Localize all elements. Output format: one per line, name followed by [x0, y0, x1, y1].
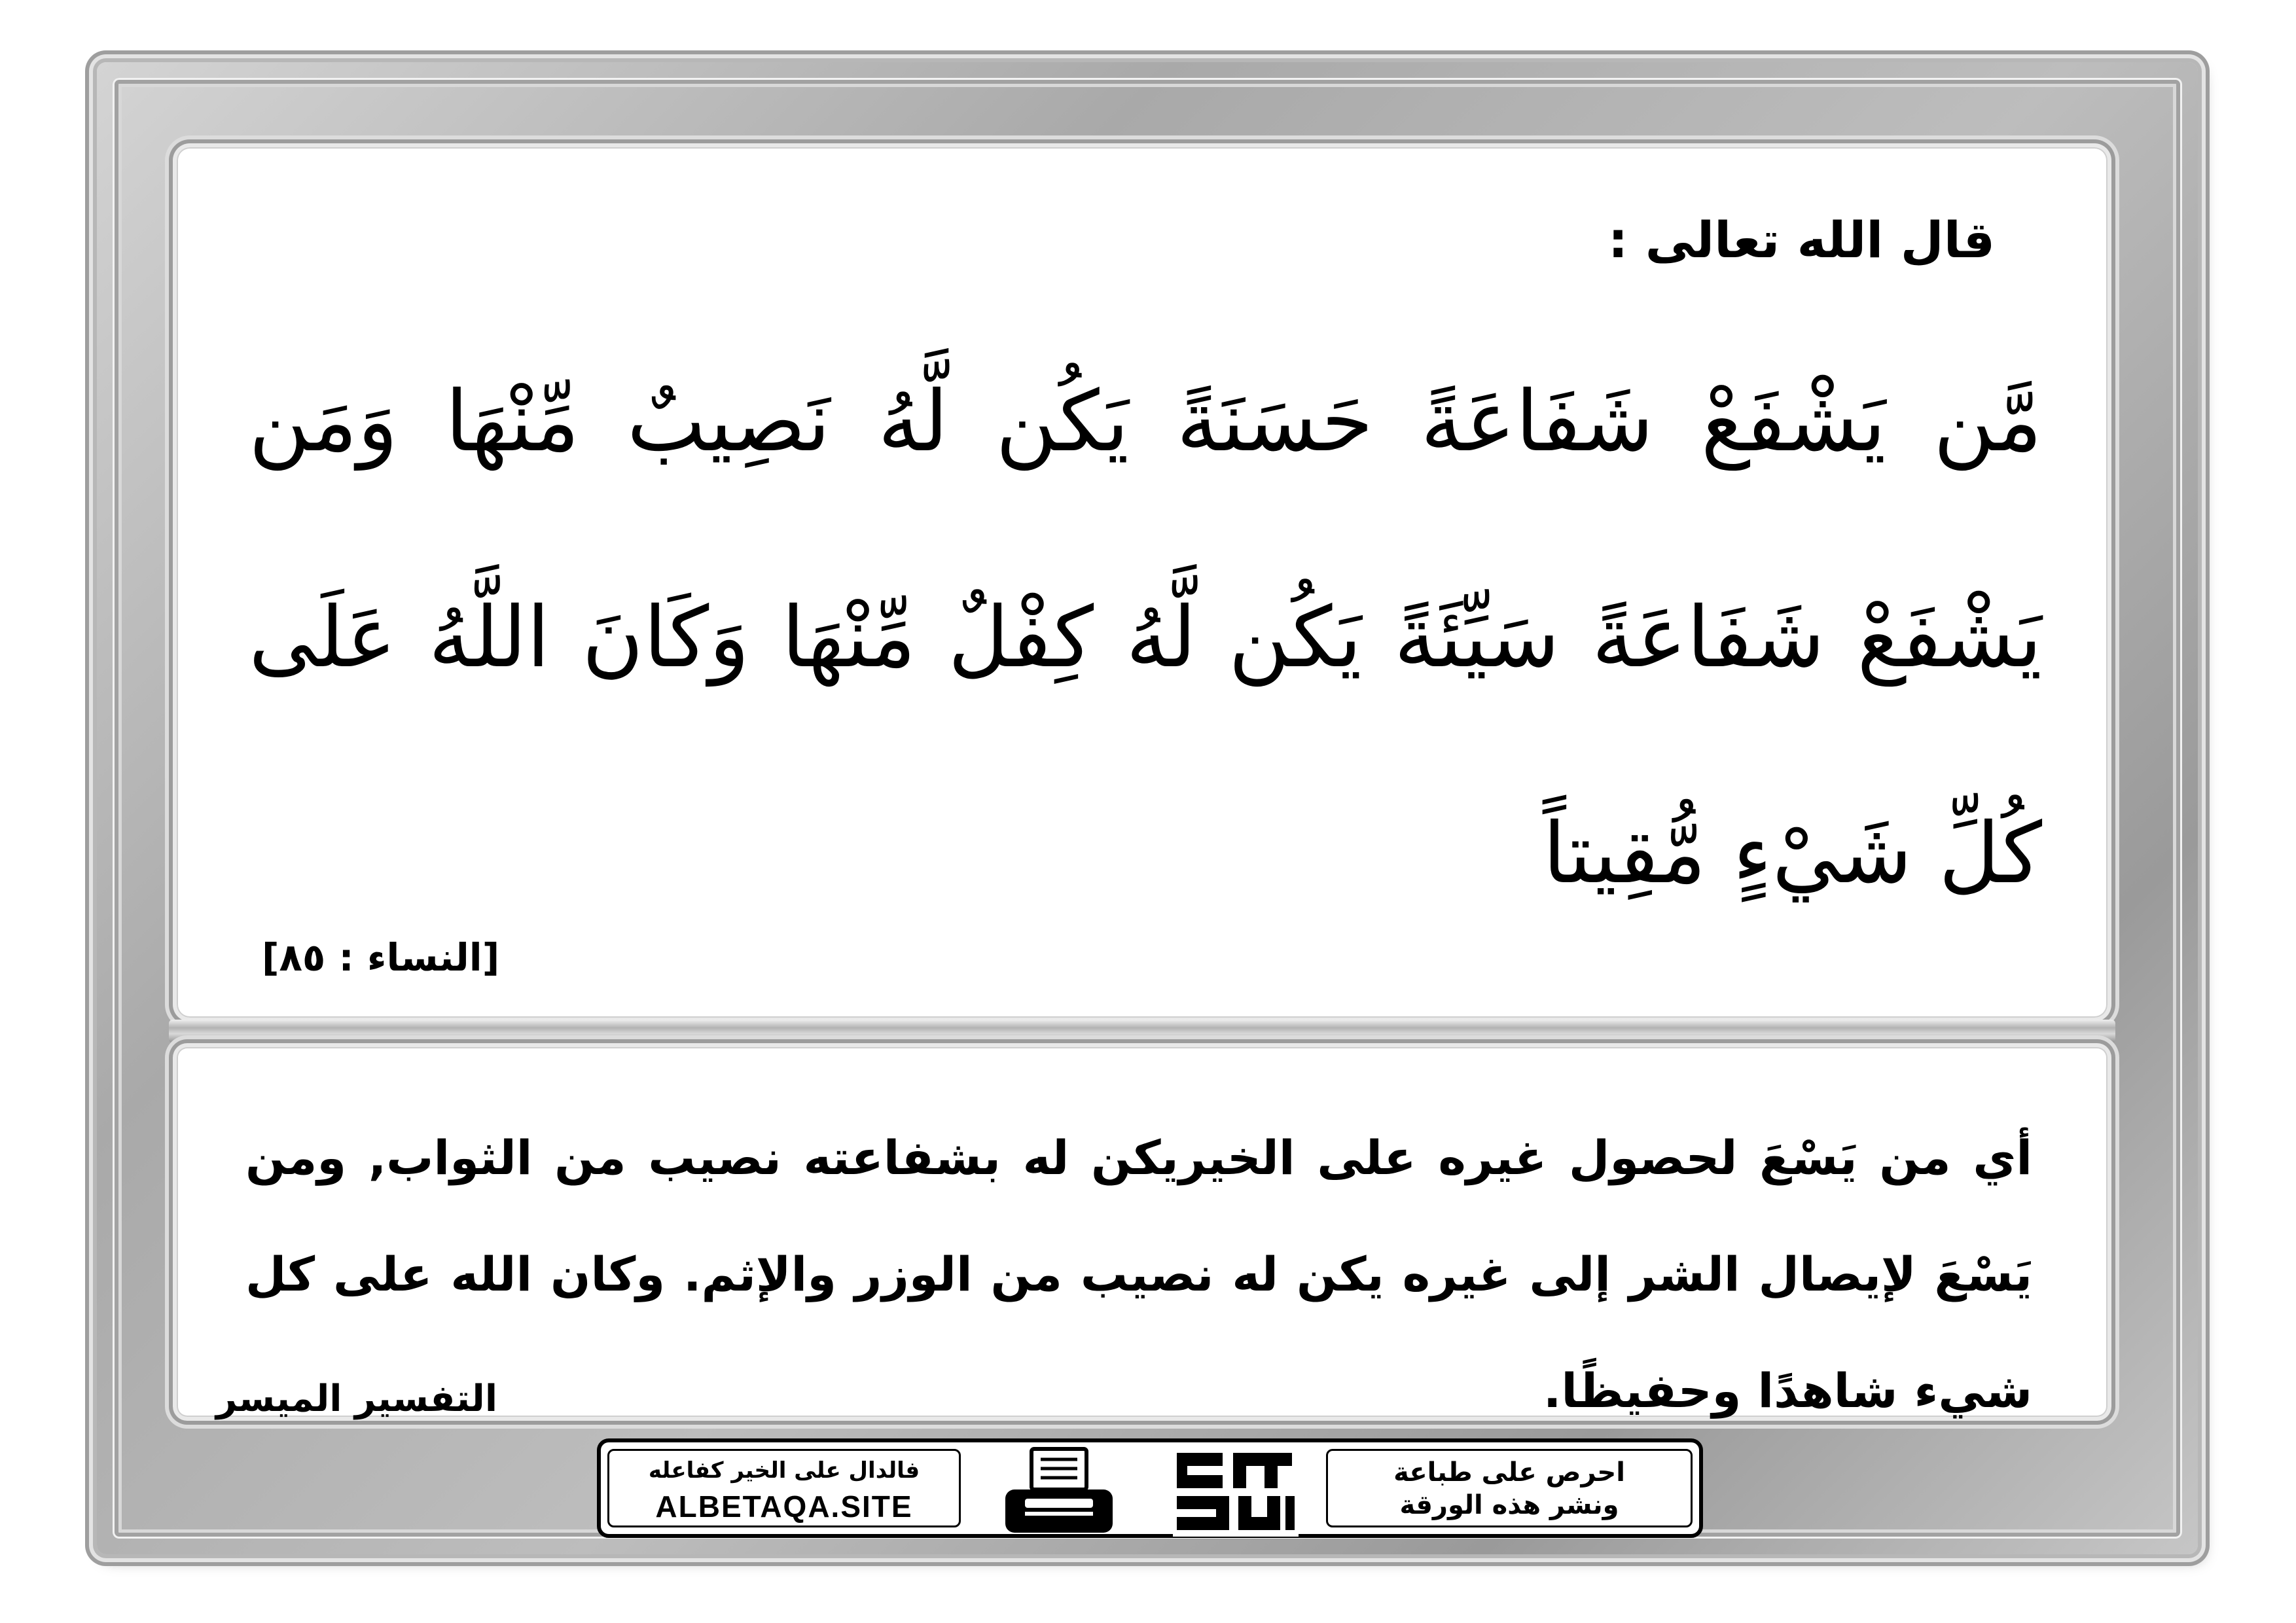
tafsir-explanation: أي من يَسْعَ لحصول غيره على الخيريكن له بشفاعته نصيب من الثواب, ومن يَسْعَ لإيصال الشر إلى غيره يكن له نصيب من الوزر والإثم. وكان الله على كل شيء شاهدًا وحفيظًا. [245, 1130, 2032, 1418]
reminder-box [1326, 1449, 1693, 1527]
site-box [607, 1449, 961, 1527]
footer-strip [597, 1438, 1703, 1538]
panel-divider [169, 1020, 2115, 1043]
verse-citation: [النساء : ٨٥] [262, 935, 500, 980]
tafsir-source: التفسير الميسر [216, 1378, 498, 1420]
dawah-warqa-logo [1170, 1444, 1301, 1539]
quran-verse: مَّن يَشْفَعْ شَفَاعَةً حَسَنَةً يَكُن لَّهُ نَصِيبٌ مِّنْهَا وَمَن يَشْفَعْ شَفَاعَةً سَيِّئَةً يَكُن لَّهُ كِفْلٌ مِّنْهَا وَكَانَ اللَّهُ عَلَى كُلِّ شَيْءٍ مُّقِيتاً [249, 373, 2042, 902]
reminder-line-1: احرص على طباعة [1393, 1457, 1625, 1488]
site-slogan: فالدال على الخير كفاعله [648, 1457, 920, 1484]
verse-intro: قال الله تعالى : [1607, 211, 1995, 269]
site-name[interactable]: ALBETAQA.SITE [655, 1489, 913, 1524]
printer-icon [994, 1444, 1124, 1539]
reminder-line-2: ونشر هذه الورقة [1399, 1490, 1619, 1520]
